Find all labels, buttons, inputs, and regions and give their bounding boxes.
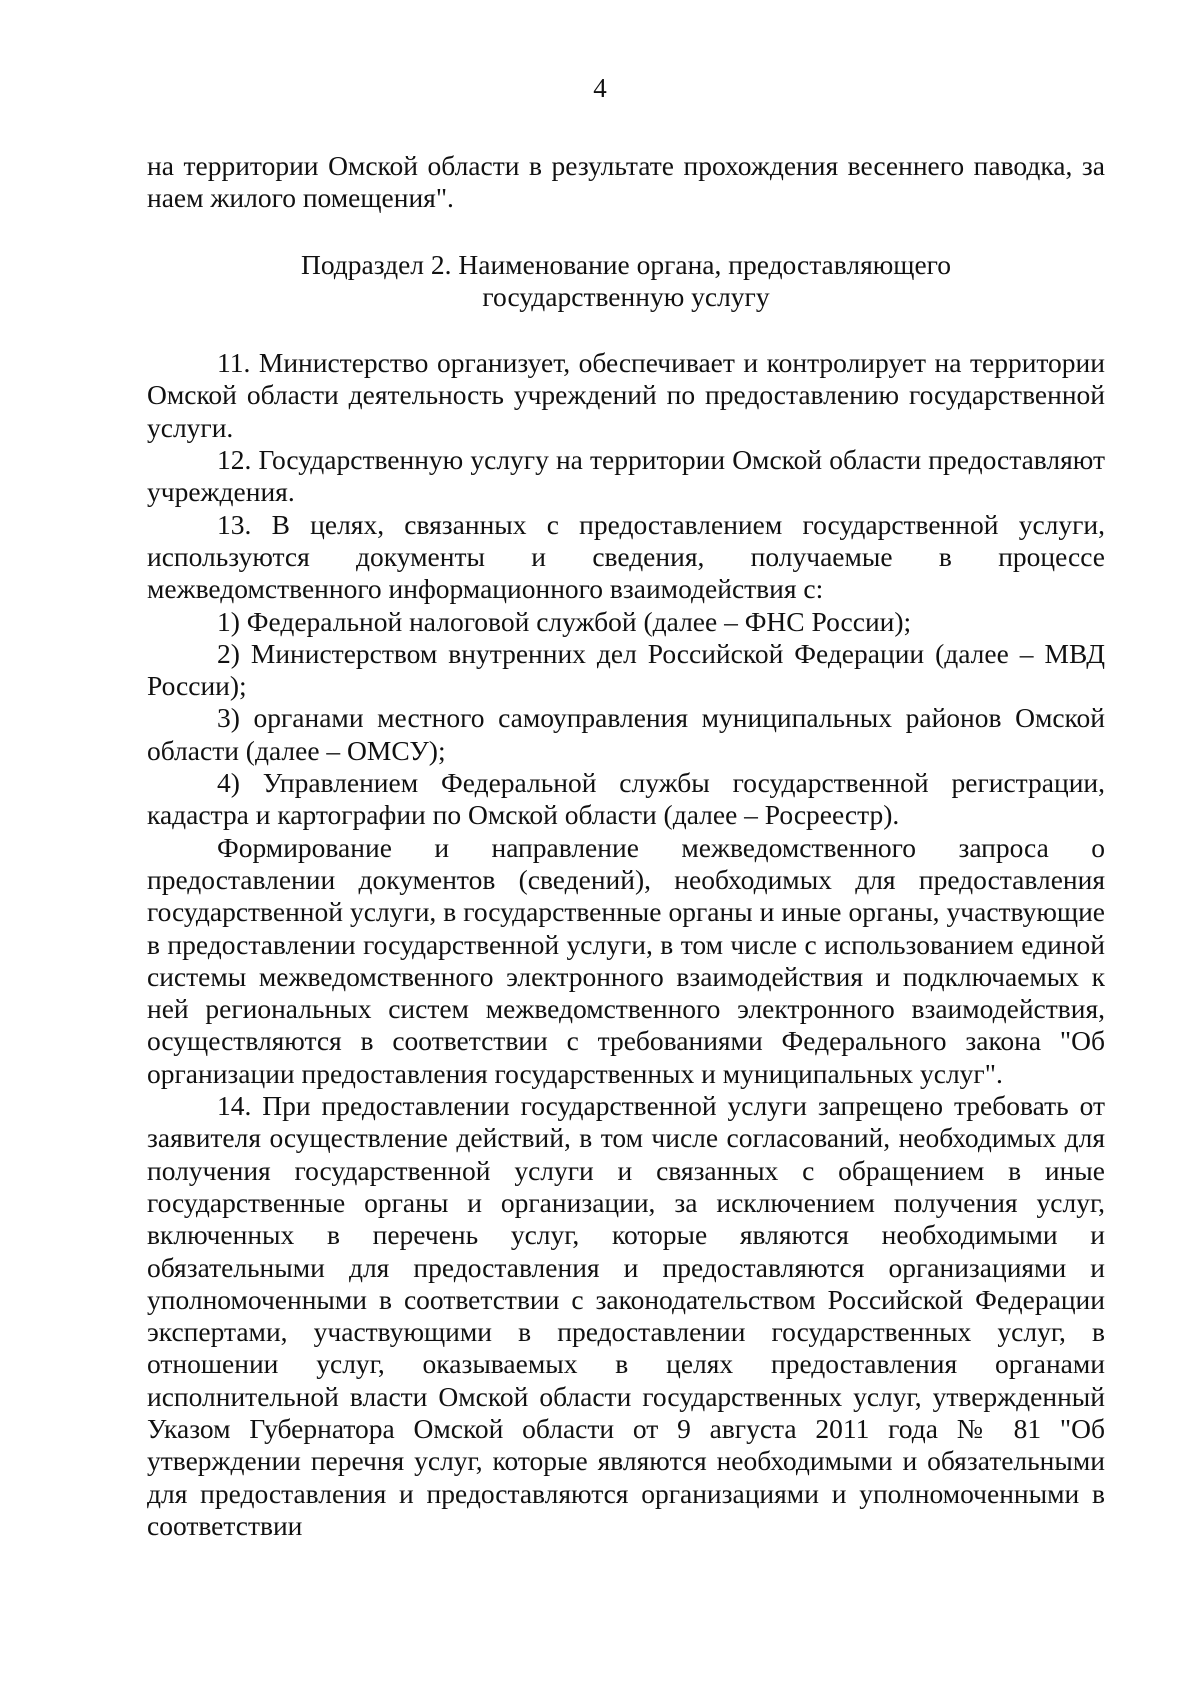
document-body	[147, 150, 1105, 1542]
page-number: 4	[593, 73, 607, 103]
paragraph-13-item-3: 3) органами местного самоуправления муниципальных районов Омской области (далее – ОМСУ);	[147, 702, 1105, 766]
paragraph-12: 12. Государственную услугу на территории Омской области предоставляют учреждения.	[147, 444, 1105, 508]
paragraph-13-item-2: 2) Министерством внутренних дел Российской Федерации (далее – МВД России);	[147, 637, 1105, 702]
paragraph-13-item-4: 4) Управлением Федеральной службы государственной регистрации, кадастра и картографии по Омской области (далее – Росреестр).	[147, 767, 1105, 831]
paragraph-13-request: Формирование и направление межведомственного запроса о предоставлении документов (сведений), необходимых для предоставления государственной услуги, в государственные органы и иные органы, участвующие в предоставлении государственной услуги, в том числе с использованием единой системы межведомственного электронного взаимодействия и подключаемых к ней региональных систем межведомственного электронного взаимодействия, осуществляются в соответствии с требованиями Федерального закона "Об организации предоставления государственных и муниципальных услуг".	[147, 831, 1105, 1089]
intro-paragraph: на территории Омской области в результате прохождения весеннего паводка, за наем жилого помещения".	[147, 150, 1105, 214]
paragraph-11: 11. Министерство организует, обеспечивает и контролирует на территории Омской области деятельность учреждений по предоставлению государственной услуги.	[147, 347, 1105, 443]
paragraph-13-item-1: 1) Федеральной налоговой службой (далее – ФНС России);	[217, 605, 912, 637]
section-heading-line-2: государственную услугу	[482, 280, 770, 312]
section-heading	[147, 249, 1105, 314]
paragraph-13: 13. В целях, связанных с предоставлением государственной услуги, используются документы и сведения, получаемые в процессе межведомственного информационного взаимодействия с:	[147, 508, 1105, 605]
paragraph-14: 14. При предоставлении государственной услуги запрещено требовать от заявителя осуществление действий, в том числе согласований, необходимых для получения государственной услуги и связанных с обращением в иные государственные органы и организации, за исключением получения услуг, включенных в перечень услуг, которые являются необходимыми и обязательными для предоставления и предоставляются организациями и уполномоченными в соответствии с законодательством Российской Федерации экспертами, участвующими в предоставлении государственных услуг, в отношении услуг, оказываемых в целях предоставления органами исполнительной власти Омской области государственных услуг, утвержденный Указом Губернатора Омской области от 9 августа 2011 года № 81 "Об утверждении перечня услуг, которые являются необходимыми и обязательными для предоставления и предоставляются организациями и уполномоченными в соответствии	[147, 1090, 1105, 1541]
section-heading-line-1: Подраздел 2. Наименование органа, предоставляющего	[300, 248, 952, 280]
